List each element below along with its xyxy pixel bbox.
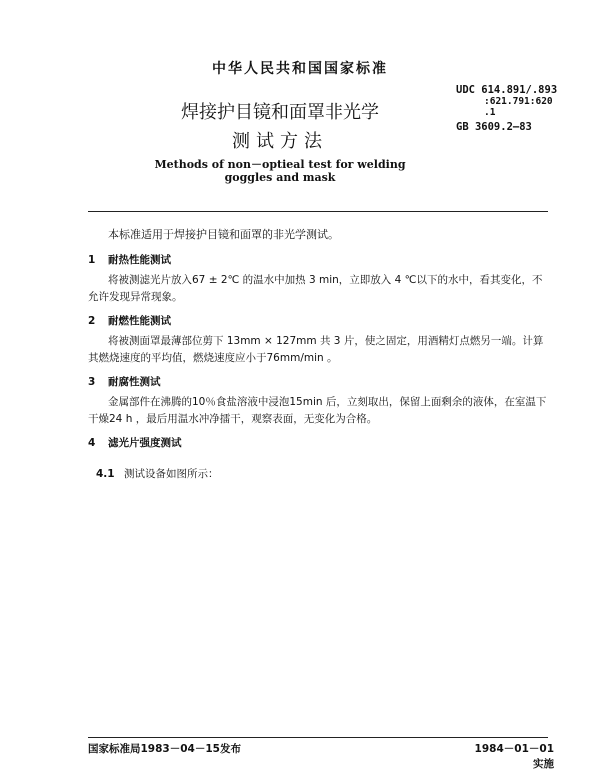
gb-standard-number: GB 3609.2—83 <box>456 121 532 133</box>
subsection-4-1 <box>96 466 219 481</box>
section-title: 耐燃性能测试 <box>108 315 171 327</box>
section-number: 4 <box>88 437 96 449</box>
section-3-body: 金属部件在沸腾的10％食盐溶液中浸泡15min 后，立刻取出，保留上面剩余的液体，在室温下干燥24 h ，最后用温水冲净擂干，观察表面，无变化为合格。 <box>88 396 547 425</box>
issue-date: 国家标准局1983－04－15发布 <box>88 743 241 755</box>
section-number: 3 <box>88 376 96 388</box>
section-4-heading <box>88 435 182 450</box>
section-2-heading <box>88 313 171 328</box>
section-title: 耐腐性测试 <box>108 376 161 388</box>
scope-statement: 本标准适用于焊接护目镜和面罩的非光学测试。 <box>108 228 339 241</box>
subsection-number: 4.1 <box>96 468 115 480</box>
section-title: 耐热性能测试 <box>108 254 171 266</box>
standard-org-header: 中华人民共和国国家标准 <box>212 61 388 77</box>
header-divider <box>88 211 548 212</box>
title-en-line-1: Methods of non－optieal test for welding <box>154 158 406 171</box>
section-2-body: 将被测面罩最薄部位剪下 13mm × 127mm 共 3 片，使之固定，用酒精灯点燃另一端。计算其燃烧速度的平均值，燃烧速度应小于76mm/min 。 <box>88 335 544 364</box>
section-number: 1 <box>88 254 96 266</box>
udc-line-1: UDC 614.891/.893 <box>456 84 558 96</box>
section-3-heading <box>88 374 161 389</box>
section-1-body: 将被测滤光片放入67 ± 2℃ 的温水中加热 3 min，立即放入 4 ℃以下的水中，看其变化，不允许发现异常现象。 <box>88 274 543 303</box>
title-en-line-2: goggles and mask <box>224 171 336 184</box>
udc-line-2: :621.791:620 <box>484 96 553 107</box>
title-cn-line-2: 测试方法 <box>232 131 328 152</box>
section-title: 滤光片强度测试 <box>108 437 182 449</box>
udc-classification <box>456 85 557 133</box>
effective-date: 1984－01－01实施 <box>474 743 554 770</box>
section-number: 2 <box>88 315 96 327</box>
udc-line-3: .1 <box>484 107 496 118</box>
subsection-text: 测试设备如图所示： <box>124 468 219 480</box>
section-1-heading <box>88 252 171 267</box>
footer-divider <box>88 737 548 738</box>
title-cn-line-1: 焊接护目镜和面罩非光学 <box>181 102 379 123</box>
